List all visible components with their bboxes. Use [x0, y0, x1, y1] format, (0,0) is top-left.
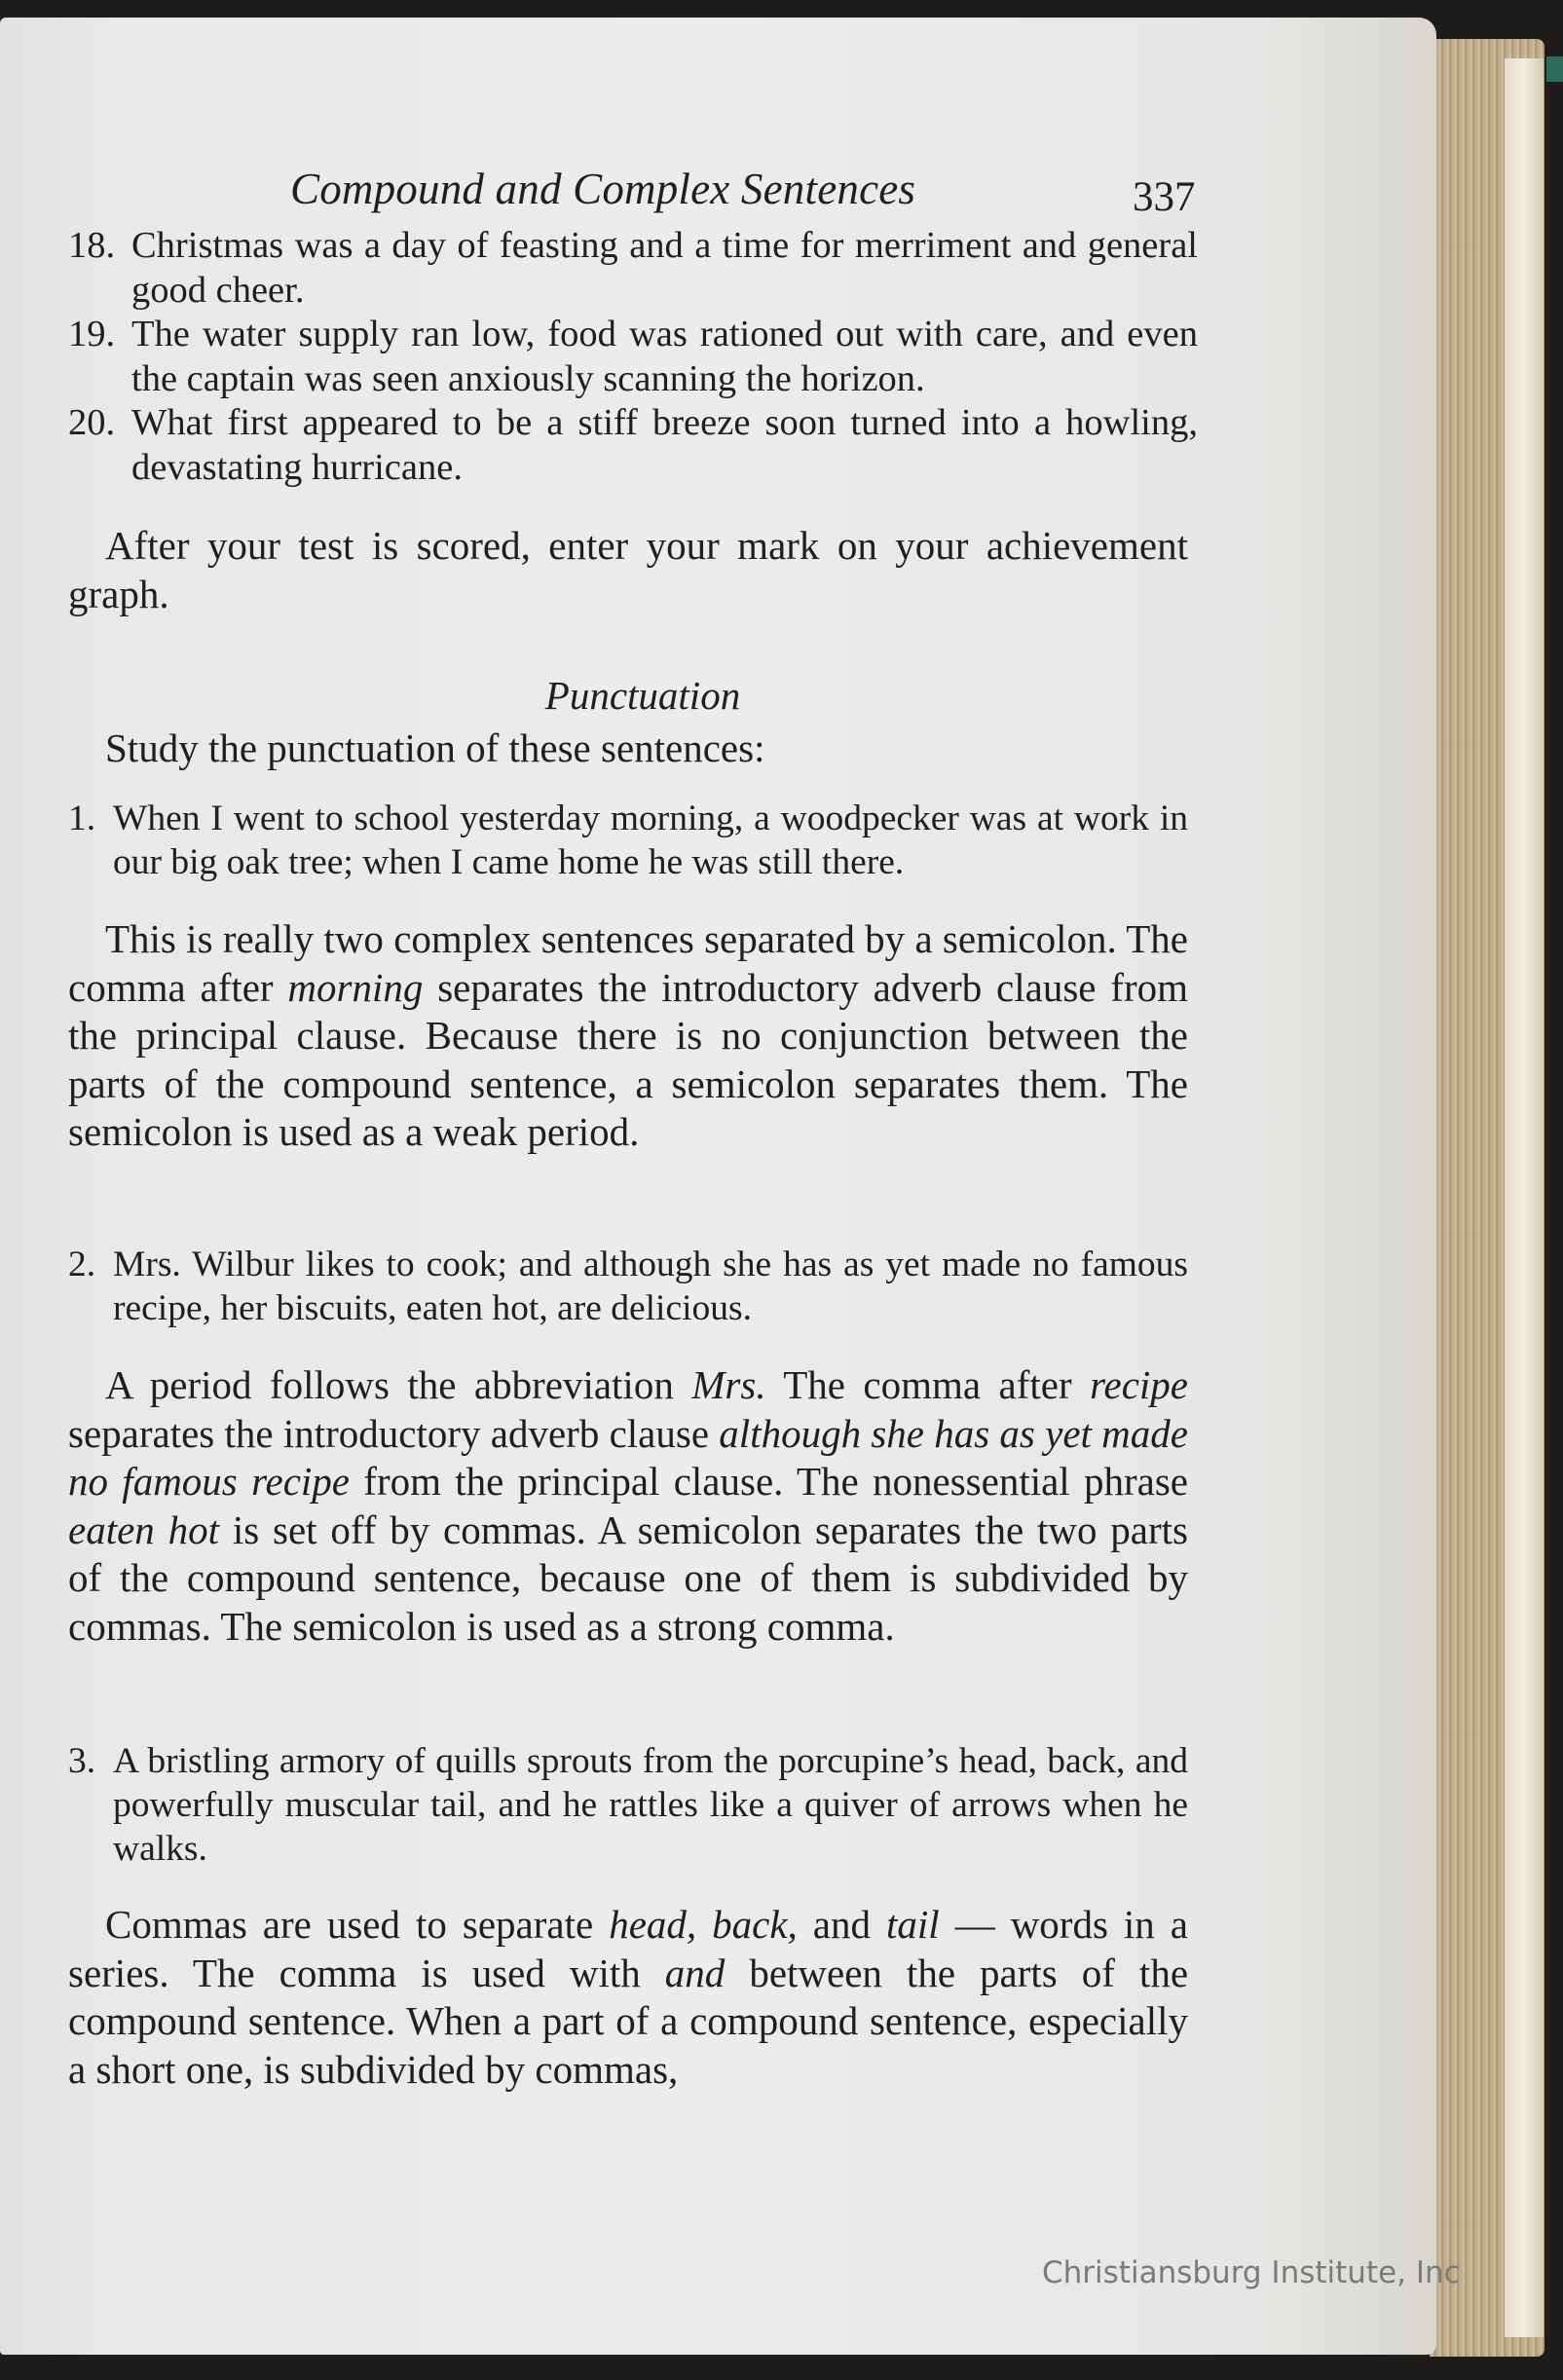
text-run: separates the introductory adverb clause from the principal clause. Because there is no conjunction between the parts of the compound sentence, a semicolon separates them. The semicolon is used as a weak period. — [68, 964, 1189, 1154]
after-test-paragraph: After your test is scored, enter your mark on your achievement graph. — [68, 523, 1188, 616]
page-number: 337 — [1133, 174, 1196, 220]
explanation-3 — [68, 1901, 1188, 2094]
page-edges-light — [1505, 58, 1544, 2337]
text-run: — words in a series. The comma is used with — [68, 1902, 1189, 1995]
example-text: When I went to school yesterday morning, a woodpecker was at work in our big oak tree; when I came home he was still there. — [113, 799, 1188, 882]
example-number: 3. — [68, 1741, 96, 1781]
section-title: Punctuation — [544, 673, 741, 718]
text-run: The comma after — [765, 1362, 1091, 1407]
italic-term: and — [664, 1950, 726, 1995]
explanation-1 — [68, 915, 1188, 1157]
explanation-2 — [68, 1361, 1188, 1651]
text-run: Commas are used to separate — [105, 1902, 610, 1947]
exercise-text: What first appeared to be a stiff breeze soon turned into a howling, devastating hurricane. — [131, 402, 1198, 488]
exercise-text: The water supply ran low, food was rationed out with care, and even the captain was seen anxiously scanning the horizon. — [131, 314, 1198, 399]
italic-term: Mrs. — [691, 1362, 766, 1407]
italic-term: head, back, — [609, 1902, 798, 1947]
exercise-item-20 — [68, 401, 1198, 490]
example-sentence-1 — [68, 797, 1188, 884]
watermark: Christiansburg Institute, Inc — [1042, 2255, 1461, 2290]
exercise-number: 18. — [68, 225, 116, 266]
study-intro: Study the punctuation of these sentences: — [105, 725, 765, 770]
example-sentence-2 — [68, 1243, 1188, 1330]
text-run: A period follows the abbreviation — [105, 1362, 692, 1407]
italic-term: tail — [886, 1902, 940, 1947]
example-sentence-3 — [68, 1739, 1188, 1871]
exercise-number: 20. — [68, 402, 116, 443]
italic-term: recipe — [1090, 1362, 1188, 1407]
italic-term: eaten hot — [68, 1506, 219, 1552]
italic-term: morning — [287, 964, 424, 1010]
italic-term: although she has as yet made no famous recipe — [68, 1410, 1188, 1504]
example-number: 2. — [68, 1245, 96, 1284]
text-run: between the parts of the compound sentence. When a part of a compound sentence, especially a short one, is subdivided by commas, — [68, 1950, 1189, 2092]
text-run: separates the introductory adverb clause — [68, 1410, 720, 1456]
example-text: A bristling armory of quills sprouts from the porcupine’s head, back, and powerfully muscular tail, and he rattles like a quiver of arrows when he walks. — [113, 1741, 1188, 1869]
cover-corner — [1546, 56, 1563, 82]
text-run: and — [797, 1902, 886, 1947]
book-page — [0, 18, 1436, 2355]
example-number: 1. — [68, 799, 96, 838]
running-title: Compound and Complex Sentences — [290, 165, 916, 213]
text-run: from the principal clause. The nonessential phrase — [349, 1459, 1188, 1504]
example-text: Mrs. Wilbur likes to cook; and although she has as yet made no famous recipe, her biscuits, eaten hot, are delicious. — [113, 1245, 1188, 1328]
exercise-text: Christmas was a day of feasting and a time for merriment and general good cheer. — [131, 225, 1198, 311]
text-run: is set off by commas. A semicolon separates the two parts of the compound sentence, because one of them is subdivided by commas. The semicolon is used as a strong comma. — [68, 1506, 1188, 1649]
exercise-item-18 — [68, 224, 1198, 313]
exercise-number: 19. — [68, 314, 116, 354]
exercise-item-19 — [68, 313, 1198, 401]
text-run: This is really two complex sentences separated by a semicolon. The comma after — [68, 916, 1188, 1010]
